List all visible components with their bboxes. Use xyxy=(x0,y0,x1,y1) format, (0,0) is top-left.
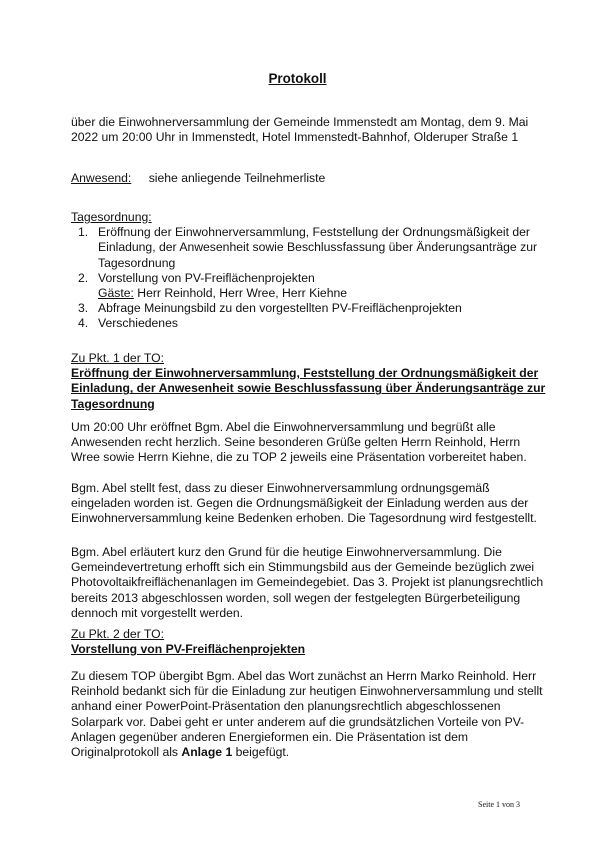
attendance-line xyxy=(71,171,551,186)
agenda-item-number: 1. xyxy=(78,225,89,240)
agenda-item-text: Verschiedenes xyxy=(98,316,178,331)
paragraph-end: beigefügt. xyxy=(232,745,290,760)
paragraph-text: Zu diesem TOP übergibt Bgm. Abel das Wort zunächst an Herrn Marko Reinhold. Herr Reinhold bedankt sich für die Einladung zur heutigen Einwohnerversammlung und stellt anhand einer PowerPoint-Präsentation den planungsrechtlich abgeschlossenen Solarpark vor. Dabei geht er unter anderem auf die grundsätzlichen Vorteile von PV-Anlagen gegenüber anderen Energieformen ein. Die Präsentation ist dem Originalprotokoll als xyxy=(71,669,543,760)
section-2-heading xyxy=(71,627,551,657)
section-ref: Zu Pkt. 1 der TO: xyxy=(71,351,165,365)
agenda-heading: Tagesordnung: xyxy=(71,210,152,224)
guests-list: Herr Reinhold, Herr Wree, Herr Kiehne xyxy=(133,286,348,301)
attendance-value: siehe anliegende Teilnehmerliste xyxy=(148,171,326,185)
section-topic: Vorstellung von PV-Freiflächenprojekten xyxy=(71,642,306,657)
section-1-heading xyxy=(71,351,551,412)
agenda xyxy=(71,210,551,332)
section-1-paragraph: Bgm. Abel erläutert kurz den Grund für die heutige Einwohnerversammlung. Die Gemeindevertretung erhofft sich ein Stimmungsbild aus der Gemeinde bezüglich zwei Photovoltaikfreiflächenanlagen im Gemeindegebiet. Das 3. Projekt ist planungsrechtlich bereits 2013 abgeschlossen worden, soll wegen der festgelegten Bürgerbeteiligung dennoch mit vorgestellt werden. xyxy=(71,545,544,620)
agenda-item xyxy=(71,316,551,331)
attendance-label: Anwesend: xyxy=(71,171,132,185)
agenda-item xyxy=(71,301,551,316)
guests-label: Gäste: xyxy=(98,286,134,301)
agenda-item-text: Eröffnung der Einwohnerversammlung, Feststellung der Ordnungsmäßigkeit der Einladung, der Anwesenheit sowie Beschlussfassung über Änderungsanträge zur Tagesordnung xyxy=(98,225,538,270)
section-ref: Zu Pkt. 2 der TO: xyxy=(71,627,165,641)
page-number: Seite 1 von 3 xyxy=(478,800,520,809)
section-1-paragraph: Bgm. Abel stellt fest, dass zu dieser Einwohnerversammlung ordnungsgemäß eingeladen worden ist. Gegen die Ordnungsmäßigkeit der Einladung werden aus der Einwohnerversammlung keine Bedenken erhoben. Die Tagesordnung wird festgestellt. xyxy=(71,481,537,526)
agenda-item-number: 4. xyxy=(78,316,89,331)
section-topic: Eröffnung der Einwohnerversammlung, Feststellung der Ordnungsmäßigkeit der Einladung, der Anwesenheit sowie Beschlussfassung über Änderungsanträge zur Tagesordnung xyxy=(71,366,546,411)
agenda-item xyxy=(71,225,551,271)
attachment-reference: Anlage 1 xyxy=(181,745,233,760)
agenda-item-number: 2. xyxy=(78,270,89,285)
agenda-item-text: Vorstellung von PV-Freiflächenprojekten xyxy=(98,270,315,285)
agenda-item-number: 3. xyxy=(78,301,89,316)
agenda-item xyxy=(71,271,551,301)
document-title: Protokoll xyxy=(268,71,327,86)
meeting-intro: über die Einwohnerversammlung der Gemeinde Immenstedt am Montag, dem 9. Mai 2022 um 20:00 Uhr in Immenstedt, Hotel Immenstedt-Bahnhof, Olderuper Straße 1 xyxy=(71,115,529,145)
section-1-paragraph: Um 20:00 Uhr eröffnet Bgm. Abel die Einwohnerversammlung und begrüßt alle Anwesenden recht herzlich. Seine besonderen Grüße gelten Herrn Reinhold, Herrn Wree sowie Herrn Kiehne, die zu TOP 2 jeweils eine Präsentation vorbereitet haben. xyxy=(71,420,527,465)
agenda-list xyxy=(71,225,551,331)
section-2-paragraph xyxy=(71,669,551,760)
agenda-item-text: Abfrage Meinungsbild zu den vorgestellten PV-Freiflächenprojekten xyxy=(98,301,462,316)
